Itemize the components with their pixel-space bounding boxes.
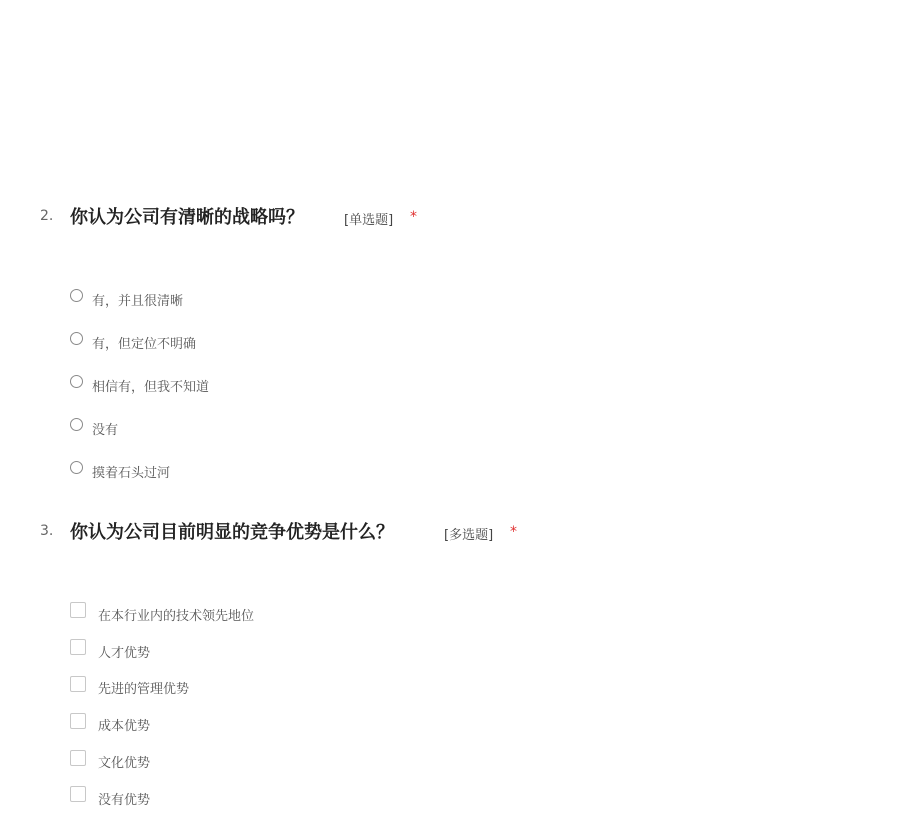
option-label[interactable]: 人才优势 — [98, 645, 151, 661]
checkbox-option[interactable] — [70, 596, 254, 633]
checkbox-option-list — [70, 596, 254, 817]
option-label[interactable]: 有，但定位不明确 — [92, 337, 197, 352]
option-label[interactable]: 成本优势 — [98, 719, 151, 735]
radio-button[interactable] — [70, 461, 83, 474]
option-label[interactable]: 文化优势 — [98, 756, 151, 772]
question-number: 3. — [40, 523, 54, 539]
checkbox[interactable] — [70, 602, 86, 618]
checkbox-option[interactable] — [70, 633, 254, 670]
question-header — [40, 203, 860, 231]
checkbox-option[interactable] — [70, 670, 254, 707]
question-type-label: [多选题] — [444, 528, 494, 543]
checkbox-option[interactable] — [70, 743, 254, 780]
checkbox[interactable] — [70, 750, 86, 766]
question-title: 你认为公司有清晰的战略吗？ — [70, 207, 304, 228]
checkbox-option[interactable] — [70, 706, 254, 743]
radio-option[interactable] — [70, 364, 209, 407]
question-2 — [40, 203, 860, 481]
option-label[interactable]: 没有 — [92, 423, 119, 438]
option-label[interactable]: 有，并且很清晰 — [92, 294, 184, 309]
required-asterisk: * — [410, 209, 417, 225]
radio-option-list — [70, 278, 209, 493]
radio-button[interactable] — [70, 289, 83, 302]
checkbox[interactable] — [70, 713, 86, 729]
radio-button[interactable] — [70, 375, 83, 388]
option-label[interactable]: 相信有，但我不知道 — [92, 380, 210, 395]
option-label[interactable]: 在本行业内的技术领先地位 — [98, 608, 255, 624]
option-label[interactable]: 先进的管理优势 — [98, 682, 190, 698]
question-3 — [40, 518, 860, 808]
option-label[interactable]: 摸着石头过河 — [92, 466, 171, 481]
radio-option[interactable] — [70, 321, 209, 364]
question-number: 2. — [40, 208, 54, 224]
question-header — [40, 518, 860, 546]
option-label[interactable]: 没有优势 — [98, 792, 151, 808]
radio-option[interactable] — [70, 450, 209, 493]
question-type-label: [单选题] — [344, 213, 394, 228]
checkbox-option[interactable] — [70, 780, 254, 817]
radio-option[interactable] — [70, 407, 209, 450]
radio-button[interactable] — [70, 418, 83, 431]
question-title: 你认为公司目前明显的竞争优势是什么？ — [70, 522, 394, 543]
checkbox[interactable] — [70, 639, 86, 655]
radio-button[interactable] — [70, 332, 83, 345]
required-asterisk: * — [510, 524, 517, 540]
radio-option[interactable] — [70, 278, 209, 321]
checkbox[interactable] — [70, 676, 86, 692]
